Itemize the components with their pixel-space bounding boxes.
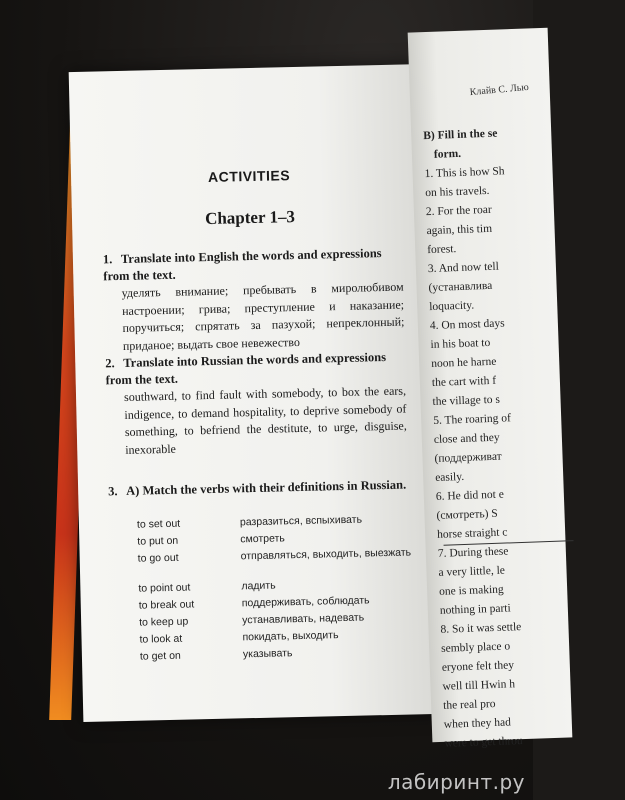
right-page-line: the cart with f — [431, 374, 497, 390]
running-head: Клайв С. Лью — [469, 81, 530, 99]
right-page-line: were to get throu — [444, 735, 523, 750]
right-page-line: on his travels. — [425, 184, 490, 200]
match-row: to break out поддерживать, соблюдать — [138, 594, 370, 612]
exercise-2-number: 2. — [105, 356, 115, 371]
right-page-line: loquacity. — [429, 299, 475, 314]
right-page-line: 8. So it was settle — [440, 621, 522, 636]
match-row: to look at покидать, выходить — [139, 629, 339, 646]
right-page-line: eryone felt they — [441, 659, 515, 674]
right-page-line: 3. And now tell — [427, 260, 500, 276]
exercise-1-number: 1. — [102, 252, 113, 267]
right-page-line: form. — [433, 147, 462, 161]
match-row: to get on указывать — [139, 647, 293, 663]
left-page — [69, 64, 440, 722]
right-page-line: horse straight c — [436, 526, 508, 541]
right-page-line: (поддерживат — [434, 450, 502, 465]
right-page-line: 6. He did not e — [435, 488, 505, 503]
exercise-1 — [103, 245, 405, 356]
right-page-line: 4. On most days — [429, 317, 505, 333]
right-page-line: one is making — [438, 583, 504, 598]
right-page-line: the village to s — [432, 393, 501, 409]
exercise-1-answer: уделять внимание; пребывать в миролюбивом настроении; грива; преступление и наказание; поручиться; спрятать за пазухой; непреклонный; приданое; выдать свое невежество — [121, 279, 405, 353]
right-page — [408, 28, 573, 750]
right-page-line: (устанавлива — [428, 279, 493, 295]
exercise-1-prompt: 1. Translate into English the words and expressions from the text. — [102, 246, 382, 284]
right-page-line: when they had — [443, 716, 512, 731]
right-page-text — [423, 121, 625, 754]
exercise-3-number: 3. — [108, 484, 118, 499]
right-page-line: forest. — [427, 243, 457, 257]
match-row: to put on смотреть — [137, 532, 285, 548]
right-page-line: 1. This is how Sh — [424, 165, 505, 181]
exercise-3-prompt: 3. A) Match the verbs with their definitions in Russian. — [108, 477, 407, 499]
right-page-line: a very little, le — [438, 564, 506, 579]
right-page-line: 7. During these — [437, 545, 509, 560]
right-page-line: nothing in parti — [439, 602, 511, 617]
exercise-3 — [108, 477, 408, 501]
right-page-line: in his boat to — [430, 336, 491, 352]
right-page-line: 5. The roaring of — [433, 412, 512, 427]
right-page-line: easily. — [435, 470, 465, 484]
right-page-line: noon he harne — [431, 355, 497, 371]
right-page-line: close and they — [433, 431, 500, 446]
right-page-line: sembly place o — [440, 640, 511, 655]
right-page-line: (смотреть) S — [436, 507, 498, 522]
right-page-line: B) Fill in the se — [423, 127, 498, 143]
verb-match-list — [137, 512, 420, 667]
exercise-2-answer: southward, to find fault with somebody, to box the ears, indigence, to demand hospitality, to deprive somebody of something, to befriend the destitute, to urge, disguise, inexorable — [123, 383, 407, 457]
match-row: to set out разразиться, вспыхивать — [136, 513, 363, 531]
match-row: to keep up устанавливать, надевать — [139, 611, 365, 629]
right-page-line: well till Hwin h — [442, 678, 516, 693]
exercise-2-prompt: 2. Translate into Russian the words and expressions from the text. — [105, 349, 387, 388]
chapter-heading: Chapter 1–3 — [204, 207, 296, 229]
exercise-2 — [105, 349, 407, 460]
right-page-line: 2. For the roar — [425, 203, 492, 219]
watermark: лабиринт.ру — [387, 770, 525, 794]
activities-heading: ACTIVITIES — [207, 167, 291, 185]
match-row: to go out отправляться, выходить, выезжать — [137, 546, 412, 565]
match-row: to point out ладить — [138, 579, 276, 595]
right-page-line: the real pro — [442, 698, 496, 712]
right-page-line: again, this tim — [426, 222, 493, 238]
